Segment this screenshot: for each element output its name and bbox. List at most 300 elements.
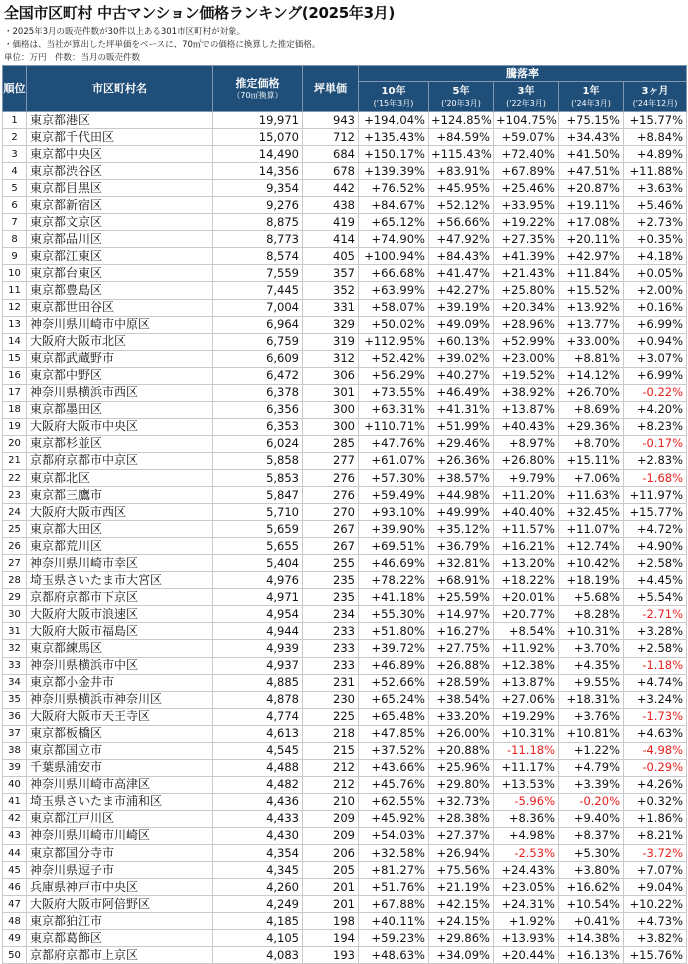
tsubo-cell: 306 xyxy=(303,367,359,384)
price-cell: 4,488 xyxy=(213,759,303,776)
tsubo-cell: 943 xyxy=(303,112,359,129)
municipality-cell: 神奈川県川崎市幸区 xyxy=(27,555,213,572)
price-cell: 4,185 xyxy=(213,913,303,930)
change-cell: +65.48% xyxy=(359,708,429,725)
change-cell: +59.23% xyxy=(359,930,429,947)
tsubo-cell: 285 xyxy=(303,435,359,452)
change-cell: +17.08% xyxy=(559,214,624,231)
tsubo-cell: 276 xyxy=(303,469,359,486)
table-row xyxy=(3,776,687,793)
change-cell: +19.29% xyxy=(494,708,559,725)
change-cell: +49.99% xyxy=(429,504,494,521)
header-period-label: 10年 xyxy=(381,85,406,97)
change-cell: +11.84% xyxy=(559,265,624,282)
change-cell: +2.73% xyxy=(624,214,687,231)
change-cell: +5.68% xyxy=(559,589,624,606)
municipality-cell: 神奈川県横浜市中区 xyxy=(27,657,213,674)
table-row xyxy=(3,759,687,776)
rank-cell: 11 xyxy=(3,282,27,299)
tsubo-cell: 235 xyxy=(303,589,359,606)
change-cell: +41.18% xyxy=(359,589,429,606)
table-row xyxy=(3,930,687,947)
table-row xyxy=(3,572,687,589)
price-cell: 4,105 xyxy=(213,930,303,947)
change-cell: +83.91% xyxy=(429,163,494,180)
change-cell: +29.46% xyxy=(429,435,494,452)
tsubo-cell: 212 xyxy=(303,776,359,793)
change-cell: +16.13% xyxy=(559,947,624,964)
change-cell: +11.88% xyxy=(624,163,687,180)
change-cell: +14.97% xyxy=(429,606,494,623)
change-cell: +9.40% xyxy=(559,810,624,827)
change-cell: -0.17% xyxy=(624,435,687,452)
table-row xyxy=(3,845,687,862)
price-cell: 5,847 xyxy=(213,487,303,504)
tsubo-cell: 712 xyxy=(303,129,359,146)
municipality-cell: 埼玉県さいたま市大宮区 xyxy=(27,572,213,589)
rank-cell: 36 xyxy=(3,708,27,725)
change-cell: +25.96% xyxy=(429,759,494,776)
change-cell: +84.59% xyxy=(429,129,494,146)
price-cell: 5,659 xyxy=(213,521,303,538)
change-cell: +26.00% xyxy=(429,725,494,742)
rank-cell: 24 xyxy=(3,504,27,521)
change-cell: +4.18% xyxy=(624,248,687,265)
price-cell: 6,759 xyxy=(213,333,303,350)
change-cell: +0.16% xyxy=(624,299,687,316)
change-cell: +42.97% xyxy=(559,248,624,265)
table-row xyxy=(3,623,687,640)
rank-cell: 49 xyxy=(3,930,27,947)
tsubo-cell: 210 xyxy=(303,793,359,810)
table-row xyxy=(3,913,687,930)
municipality-cell: 東京都大田区 xyxy=(27,521,213,538)
header-name: 市区町村名 xyxy=(27,66,213,112)
change-cell: +4.79% xyxy=(559,759,624,776)
rank-cell: 7 xyxy=(3,214,27,231)
price-cell: 9,354 xyxy=(213,180,303,197)
change-cell: +0.32% xyxy=(624,793,687,810)
tsubo-cell: 235 xyxy=(303,572,359,589)
page-title: 全国市区町村 中古マンション価格ランキング(2025年3月) xyxy=(4,4,395,22)
change-cell: +46.69% xyxy=(359,555,429,572)
rank-cell: 26 xyxy=(3,538,27,555)
table-row xyxy=(3,197,687,214)
change-cell: +27.37% xyxy=(429,827,494,844)
rank-cell: 35 xyxy=(3,691,27,708)
rank-cell: 46 xyxy=(3,879,27,896)
ranking-table xyxy=(2,65,687,964)
table-row xyxy=(3,401,687,418)
municipality-cell: 大阪府大阪市福島区 xyxy=(27,623,213,640)
price-cell: 4,354 xyxy=(213,845,303,862)
rank-cell: 15 xyxy=(3,350,27,367)
change-cell: +4.35% xyxy=(559,657,624,674)
table-row xyxy=(3,657,687,674)
price-cell: 4,545 xyxy=(213,742,303,759)
municipality-cell: 東京都墨田区 xyxy=(27,401,213,418)
change-cell: -0.29% xyxy=(624,759,687,776)
rank-cell: 10 xyxy=(3,265,27,282)
change-cell: +10.81% xyxy=(559,725,624,742)
change-cell: +56.29% xyxy=(359,367,429,384)
change-cell: +18.19% xyxy=(559,572,624,589)
municipality-cell: 京都府京都市下京区 xyxy=(27,589,213,606)
change-cell: +36.79% xyxy=(429,538,494,555)
table-row xyxy=(3,282,687,299)
table-row xyxy=(3,333,687,350)
change-cell: +16.21% xyxy=(494,538,559,555)
rank-cell: 29 xyxy=(3,589,27,606)
tsubo-cell: 218 xyxy=(303,725,359,742)
change-cell: +52.66% xyxy=(359,674,429,691)
change-cell: +15.11% xyxy=(559,452,624,469)
change-cell: +29.80% xyxy=(429,776,494,793)
table-row xyxy=(3,418,687,435)
change-cell: +1.92% xyxy=(494,913,559,930)
price-cell: 4,976 xyxy=(213,572,303,589)
change-cell: +4.98% xyxy=(494,827,559,844)
rank-cell: 38 xyxy=(3,742,27,759)
header-period-label: 5年 xyxy=(452,85,470,97)
table-row xyxy=(3,674,687,691)
municipality-cell: 東京都世田谷区 xyxy=(27,299,213,316)
rank-cell: 17 xyxy=(3,384,27,401)
municipality-cell: 東京都練馬区 xyxy=(27,640,213,657)
municipality-cell: 神奈川県横浜市神奈川区 xyxy=(27,691,213,708)
change-cell: -3.72% xyxy=(624,845,687,862)
change-cell: +32.73% xyxy=(429,793,494,810)
header-price-label: 推定価格 xyxy=(235,76,280,90)
change-cell: +110.71% xyxy=(359,418,429,435)
tsubo-cell: 209 xyxy=(303,810,359,827)
change-cell: +10.31% xyxy=(494,725,559,742)
rank-cell: 6 xyxy=(3,197,27,214)
price-cell: 7,445 xyxy=(213,282,303,299)
change-cell: +25.46% xyxy=(494,180,559,197)
change-cell: +20.77% xyxy=(494,606,559,623)
change-cell: +19.11% xyxy=(559,197,624,214)
change-cell: +65.24% xyxy=(359,691,429,708)
rank-cell: 23 xyxy=(3,487,27,504)
change-cell: +4.72% xyxy=(624,521,687,538)
tsubo-cell: 206 xyxy=(303,845,359,862)
change-cell: +20.88% xyxy=(429,742,494,759)
change-cell: +54.03% xyxy=(359,827,429,844)
change-cell: +39.02% xyxy=(429,350,494,367)
change-cell: +23.00% xyxy=(494,350,559,367)
change-cell: -1.18% xyxy=(624,657,687,674)
rank-cell: 44 xyxy=(3,845,27,862)
change-cell: +27.35% xyxy=(494,231,559,248)
municipality-cell: 大阪府大阪市天王寺区 xyxy=(27,708,213,725)
change-cell: +45.76% xyxy=(359,776,429,793)
change-cell: +67.89% xyxy=(494,163,559,180)
change-cell: +26.36% xyxy=(429,452,494,469)
change-cell: -1.68% xyxy=(624,469,687,486)
municipality-cell: 神奈川県川崎市川崎区 xyxy=(27,827,213,844)
price-cell: 5,710 xyxy=(213,504,303,521)
municipality-cell: 神奈川県横浜市西区 xyxy=(27,384,213,401)
rank-cell: 42 xyxy=(3,810,27,827)
table-row xyxy=(3,708,687,725)
tsubo-cell: 300 xyxy=(303,401,359,418)
price-cell: 5,858 xyxy=(213,452,303,469)
change-cell: +45.95% xyxy=(429,180,494,197)
price-cell: 4,083 xyxy=(213,947,303,964)
change-cell: +15.77% xyxy=(624,504,687,521)
change-cell: +3.70% xyxy=(559,640,624,657)
change-cell: +0.41% xyxy=(559,913,624,930)
municipality-cell: 東京都中野区 xyxy=(27,367,213,384)
change-cell: +18.31% xyxy=(559,691,624,708)
change-cell: +0.94% xyxy=(624,333,687,350)
tsubo-cell: 233 xyxy=(303,640,359,657)
change-cell: +46.89% xyxy=(359,657,429,674)
change-cell: +4.89% xyxy=(624,146,687,163)
change-cell: +45.92% xyxy=(359,810,429,827)
change-cell: +11.20% xyxy=(494,487,559,504)
change-cell: +13.77% xyxy=(559,316,624,333)
table-row xyxy=(3,265,687,282)
change-cell: +7.07% xyxy=(624,862,687,879)
price-cell: 4,774 xyxy=(213,708,303,725)
change-cell: +47.92% xyxy=(429,231,494,248)
header-tsubo: 坪単価 xyxy=(303,66,359,112)
change-cell: +28.96% xyxy=(494,316,559,333)
change-cell: +33.20% xyxy=(429,708,494,725)
change-cell: +32.45% xyxy=(559,504,624,521)
table-row xyxy=(3,810,687,827)
price-cell: 8,574 xyxy=(213,248,303,265)
price-cell: 15,070 xyxy=(213,129,303,146)
rank-cell: 22 xyxy=(3,469,27,486)
change-cell: +13.87% xyxy=(494,674,559,691)
change-cell: +28.38% xyxy=(429,810,494,827)
change-cell: +56.66% xyxy=(429,214,494,231)
change-cell: -1.73% xyxy=(624,708,687,725)
change-cell: +51.99% xyxy=(429,418,494,435)
change-cell: +72.40% xyxy=(494,146,559,163)
price-cell: 4,249 xyxy=(213,896,303,913)
change-cell: +69.51% xyxy=(359,538,429,555)
change-cell: +57.30% xyxy=(359,469,429,486)
header-price xyxy=(213,66,303,112)
table-row xyxy=(3,146,687,163)
tsubo-cell: 212 xyxy=(303,759,359,776)
change-cell: +62.55% xyxy=(359,793,429,810)
change-cell: +29.36% xyxy=(559,418,624,435)
change-cell: +8.97% xyxy=(494,435,559,452)
change-cell: +3.24% xyxy=(624,691,687,708)
price-cell: 4,885 xyxy=(213,674,303,691)
tsubo-cell: 312 xyxy=(303,350,359,367)
table-row xyxy=(3,180,687,197)
tsubo-cell: 357 xyxy=(303,265,359,282)
rank-cell: 39 xyxy=(3,759,27,776)
change-cell: +78.22% xyxy=(359,572,429,589)
tsubo-cell: 300 xyxy=(303,418,359,435)
change-cell: +6.99% xyxy=(624,367,687,384)
price-cell: 5,655 xyxy=(213,538,303,555)
change-cell: +28.59% xyxy=(429,674,494,691)
change-cell: +3.63% xyxy=(624,180,687,197)
municipality-cell: 東京都台東区 xyxy=(27,265,213,282)
price-cell: 4,878 xyxy=(213,691,303,708)
price-cell: 7,004 xyxy=(213,299,303,316)
change-cell: +9.79% xyxy=(494,469,559,486)
change-cell: +42.15% xyxy=(429,896,494,913)
price-cell: 14,356 xyxy=(213,163,303,180)
tsubo-cell: 438 xyxy=(303,197,359,214)
change-cell: +61.07% xyxy=(359,452,429,469)
header-period-0 xyxy=(359,82,429,112)
table-row xyxy=(3,163,687,180)
tsubo-cell: 678 xyxy=(303,163,359,180)
tsubo-cell: 198 xyxy=(303,913,359,930)
change-cell: +41.50% xyxy=(559,146,624,163)
tsubo-cell: 331 xyxy=(303,299,359,316)
change-cell: +33.95% xyxy=(494,197,559,214)
change-cell: +11.57% xyxy=(494,521,559,538)
change-cell: +0.05% xyxy=(624,265,687,282)
table-row xyxy=(3,725,687,742)
municipality-cell: 東京都北区 xyxy=(27,469,213,486)
change-cell: +3.39% xyxy=(559,776,624,793)
municipality-cell: 大阪府大阪市北区 xyxy=(27,333,213,350)
header-period-4 xyxy=(624,82,687,112)
change-cell: +0.35% xyxy=(624,231,687,248)
table-row xyxy=(3,384,687,401)
price-cell: 6,024 xyxy=(213,435,303,452)
table-row xyxy=(3,862,687,879)
rank-cell: 47 xyxy=(3,896,27,913)
change-cell: +59.49% xyxy=(359,487,429,504)
municipality-cell: 京都府京都市上京区 xyxy=(27,947,213,964)
change-cell: +66.68% xyxy=(359,265,429,282)
change-cell: +13.93% xyxy=(494,930,559,947)
table-row xyxy=(3,452,687,469)
rank-cell: 40 xyxy=(3,776,27,793)
note-line-2: ・価格は、当社が算出した坪単価をベースに、70㎡での価格に換算した推定価格。 xyxy=(4,40,321,50)
change-cell: +11.17% xyxy=(494,759,559,776)
price-cell: 4,971 xyxy=(213,589,303,606)
change-cell: +32.58% xyxy=(359,845,429,862)
change-cell: +93.10% xyxy=(359,504,429,521)
tsubo-cell: 230 xyxy=(303,691,359,708)
change-cell: +65.12% xyxy=(359,214,429,231)
change-cell: +39.19% xyxy=(429,299,494,316)
rank-cell: 37 xyxy=(3,725,27,742)
table-row xyxy=(3,879,687,896)
change-cell: +24.43% xyxy=(494,862,559,879)
price-cell: 6,472 xyxy=(213,367,303,384)
change-cell: +25.80% xyxy=(494,282,559,299)
rank-cell: 30 xyxy=(3,606,27,623)
municipality-cell: 東京都三鷹市 xyxy=(27,487,213,504)
tsubo-cell: 201 xyxy=(303,896,359,913)
municipality-cell: 東京都千代田区 xyxy=(27,129,213,146)
change-cell: +40.11% xyxy=(359,913,429,930)
rank-cell: 27 xyxy=(3,555,27,572)
change-cell: +4.26% xyxy=(624,776,687,793)
rank-cell: 19 xyxy=(3,418,27,435)
change-cell: +27.75% xyxy=(429,640,494,657)
change-cell: +51.76% xyxy=(359,879,429,896)
change-cell: +1.86% xyxy=(624,810,687,827)
rank-cell: 2 xyxy=(3,129,27,146)
tsubo-cell: 233 xyxy=(303,657,359,674)
table-row xyxy=(3,112,687,129)
change-cell: +3.80% xyxy=(559,862,624,879)
change-cell: +8.69% xyxy=(559,401,624,418)
change-cell: +46.49% xyxy=(429,384,494,401)
change-cell: +26.94% xyxy=(429,845,494,862)
table-row xyxy=(3,606,687,623)
municipality-cell: 東京都港区 xyxy=(27,112,213,129)
change-cell: +60.13% xyxy=(429,333,494,350)
change-cell: +3.82% xyxy=(624,930,687,947)
municipality-cell: 東京都豊島区 xyxy=(27,282,213,299)
change-cell: +20.87% xyxy=(559,180,624,197)
change-cell: +51.80% xyxy=(359,623,429,640)
rank-cell: 34 xyxy=(3,674,27,691)
municipality-cell: 東京都文京区 xyxy=(27,214,213,231)
change-cell: +5.30% xyxy=(559,845,624,862)
change-cell: +24.31% xyxy=(494,896,559,913)
municipality-cell: 東京都渋谷区 xyxy=(27,163,213,180)
header-period-sub: ('24年12月) xyxy=(632,98,678,108)
table-row xyxy=(3,231,687,248)
tsubo-cell: 270 xyxy=(303,504,359,521)
rank-cell: 14 xyxy=(3,333,27,350)
change-cell: +21.19% xyxy=(429,879,494,896)
table-row xyxy=(3,589,687,606)
rank-cell: 8 xyxy=(3,231,27,248)
municipality-cell: 京都府京都市中京区 xyxy=(27,452,213,469)
change-cell: +23.05% xyxy=(494,879,559,896)
rank-cell: 12 xyxy=(3,299,27,316)
price-cell: 5,853 xyxy=(213,469,303,486)
price-cell: 6,378 xyxy=(213,384,303,401)
change-cell: +68.91% xyxy=(429,572,494,589)
change-cell: +9.04% xyxy=(624,879,687,896)
change-cell: +13.53% xyxy=(494,776,559,793)
change-cell: +8.37% xyxy=(559,827,624,844)
change-cell: +2.58% xyxy=(624,555,687,572)
change-cell: +11.97% xyxy=(624,487,687,504)
change-cell: +8.28% xyxy=(559,606,624,623)
change-cell: +38.54% xyxy=(429,691,494,708)
table-row xyxy=(3,435,687,452)
change-cell: -0.22% xyxy=(624,384,687,401)
table-row xyxy=(3,793,687,810)
change-cell: +4.63% xyxy=(624,725,687,742)
header-period-2 xyxy=(494,82,559,112)
tsubo-cell: 209 xyxy=(303,827,359,844)
change-cell: +11.07% xyxy=(559,521,624,538)
tsubo-cell: 225 xyxy=(303,708,359,725)
price-cell: 4,939 xyxy=(213,640,303,657)
change-cell: +10.54% xyxy=(559,896,624,913)
municipality-cell: 神奈川県川崎市高津区 xyxy=(27,776,213,793)
table-row xyxy=(3,896,687,913)
rank-cell: 16 xyxy=(3,367,27,384)
rank-cell: 9 xyxy=(3,248,27,265)
change-cell: +34.09% xyxy=(429,947,494,964)
rank-cell: 31 xyxy=(3,623,27,640)
municipality-cell: 東京都葛飾区 xyxy=(27,930,213,947)
